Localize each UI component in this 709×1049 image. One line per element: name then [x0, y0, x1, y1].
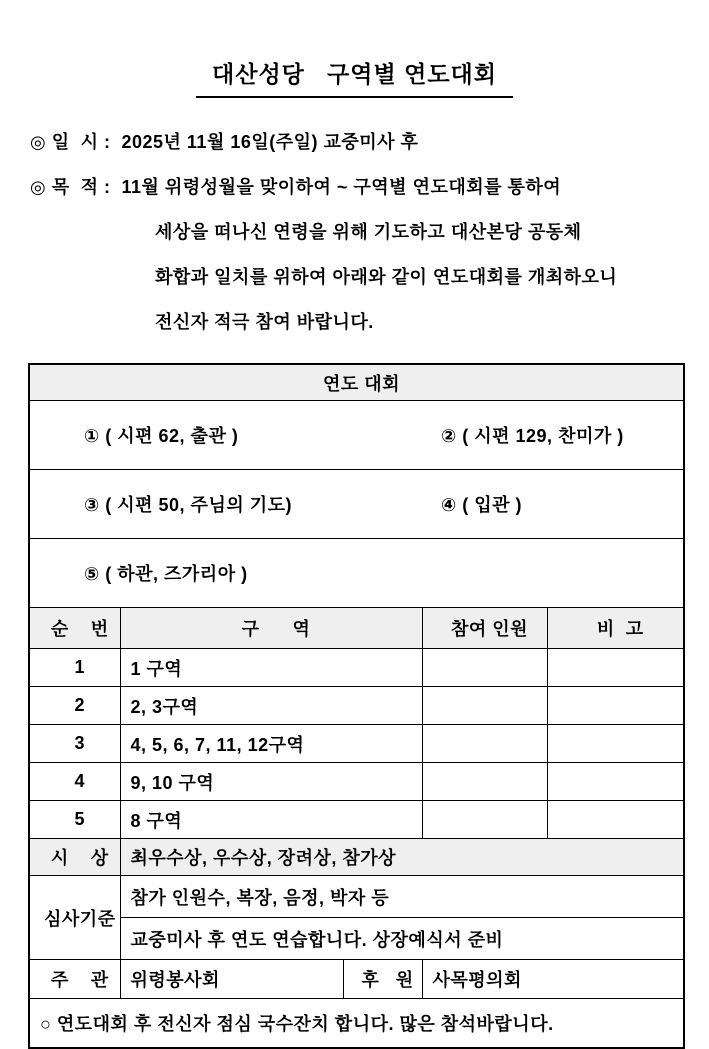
row-region: 2, 3구역	[120, 687, 422, 725]
page-title: 대산성당 구역별 연도대회	[196, 56, 513, 98]
row-participants	[422, 725, 547, 763]
criteria-line-1: 참가 인원수, 복장, 음정, 박자 등	[120, 876, 684, 918]
intro-purpose-line-1: ◎ 목 적 : 11월 위령성월을 맞이하여 ~ 구역별 연도대회를 통하여	[30, 177, 562, 197]
row-no: 1	[29, 649, 120, 687]
criteria-label: 심사기준	[29, 876, 120, 960]
program-item-1: ① ( 시편 62, 출관 )	[84, 426, 239, 446]
row-note	[547, 649, 684, 687]
row-participants	[422, 649, 547, 687]
row-no: 3	[29, 725, 120, 763]
program-item-2: ② ( 시편 129, 찬미가 )	[441, 426, 624, 446]
row-no: 4	[29, 763, 120, 801]
row-region: 1 구역	[120, 649, 422, 687]
table-row	[29, 687, 684, 725]
award-label: 시 상	[29, 839, 120, 876]
row-participants	[422, 763, 547, 801]
award-value: 최우수상, 우수상, 장려상, 참가상	[120, 839, 684, 876]
program-item-5: ⑤ ( 하관, 즈가리아 )	[84, 564, 248, 584]
table-row	[29, 763, 684, 801]
row-participants	[422, 687, 547, 725]
row-note	[547, 763, 684, 801]
sponsor-label: 후 원	[343, 960, 422, 999]
host-label: 주 관	[29, 960, 120, 999]
title-block	[0, 0, 709, 98]
table-row	[29, 649, 684, 687]
row-note	[547, 687, 684, 725]
row-region: 4, 5, 6, 7, 11, 12구역	[120, 725, 422, 763]
sponsor-value: 사목평의회	[422, 960, 684, 999]
table-title: 연도 대회	[29, 364, 684, 401]
row-participants	[422, 801, 547, 839]
row-note	[547, 801, 684, 839]
col-header-no: 순 번	[29, 608, 120, 649]
row-region: 9, 10 구역	[120, 763, 422, 801]
col-header-region: 구 역	[120, 608, 422, 649]
program-row-2	[29, 470, 684, 539]
program-item-4: ④ ( 입관 )	[441, 495, 523, 515]
col-header-participants: 참여 인원	[422, 608, 547, 649]
program-row-1	[29, 401, 684, 470]
footer-note: ○ 연도대회 후 전신자 점심 국수잔치 합니다. 많은 참석바랍니다.	[29, 999, 684, 1049]
col-header-note: 비 고	[547, 608, 684, 649]
program-row-3	[29, 539, 684, 608]
intro-purpose-line-4: 전신자 적극 참여 바랍니다.	[155, 312, 374, 332]
table-row	[29, 725, 684, 763]
host-value: 위령봉사회	[120, 960, 343, 999]
criteria-line-2: 교중미사 후 연도 연습합니다. 상장예식서 준비	[120, 918, 684, 960]
row-no: 5	[29, 801, 120, 839]
intro-date-line: ◎ 일 시 : 2025년 11월 16일(주일) 교중미사 후	[30, 132, 419, 152]
contest-table	[28, 363, 685, 1049]
row-no: 2	[29, 687, 120, 725]
intro-block	[30, 120, 709, 345]
intro-purpose-line-3: 화합과 일치를 위하여 아래와 같이 연도대회를 개최하오니	[155, 267, 618, 287]
table-row	[29, 801, 684, 839]
program-item-3: ③ ( 시편 50, 주님의 기도)	[84, 495, 292, 515]
intro-purpose-line-2: 세상을 떠나신 연령을 위해 기도하고 대산본당 공동체	[155, 222, 582, 242]
row-region: 8 구역	[120, 801, 422, 839]
row-note	[547, 725, 684, 763]
